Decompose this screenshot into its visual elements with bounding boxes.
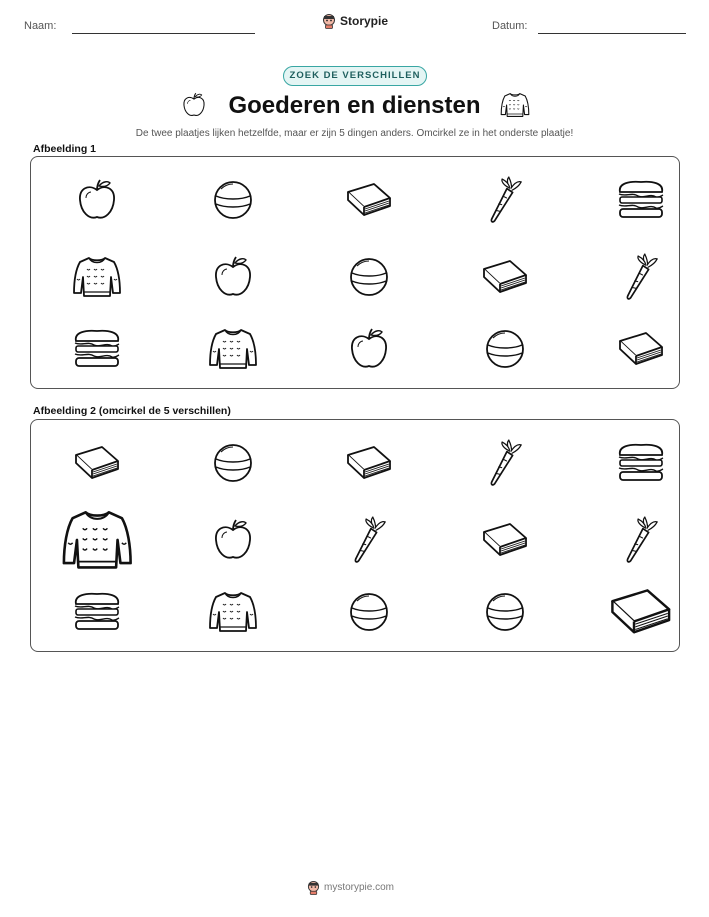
ball-icon[interactable] [213, 443, 253, 483]
book-icon [616, 329, 666, 369]
ball-icon [213, 180, 253, 220]
picture1-label: Afbeelding 1 [33, 143, 97, 155]
sandwich-icon[interactable] [72, 590, 122, 634]
apple-icon [77, 178, 117, 222]
picture2-label: Afbeelding 2 (omcirkel de 5 verschillen) [33, 405, 231, 417]
date-label: Datum: [492, 20, 528, 32]
ball-icon [485, 329, 525, 369]
sandwich-icon [616, 178, 666, 222]
date-line[interactable] [538, 33, 686, 34]
carrot-icon [486, 175, 524, 225]
carrot-icon [622, 252, 660, 302]
sweater-icon[interactable] [61, 508, 134, 572]
book-icon[interactable] [607, 585, 675, 639]
ball-icon [349, 257, 389, 297]
picture2-panel[interactable] [30, 419, 680, 652]
book-icon[interactable] [344, 443, 394, 483]
sweater-icon [500, 91, 530, 119]
sandwich-icon [72, 327, 122, 371]
sweater-icon[interactable] [208, 590, 258, 634]
apple-icon [349, 327, 389, 371]
apple-icon [213, 255, 253, 299]
picture1-panel [30, 156, 680, 389]
storypie-mascot-icon [322, 13, 336, 29]
book-icon[interactable] [480, 520, 530, 560]
carrot-icon[interactable] [486, 438, 524, 488]
footer [307, 880, 394, 895]
brand-logo [322, 13, 388, 29]
page-title: Goederen en diensten [228, 92, 481, 119]
book-icon [344, 180, 394, 220]
activity-badge: ZOEK DE VERSCHILLEN [283, 66, 427, 86]
sandwich-icon[interactable] [616, 441, 666, 485]
carrot-icon[interactable] [622, 515, 660, 565]
footer-site[interactable]: mystorypie.com [324, 882, 395, 893]
brand-name: Storypie [340, 14, 389, 28]
sweater-icon [208, 327, 258, 371]
name-line[interactable] [72, 33, 255, 34]
name-label: Naam: [24, 20, 57, 32]
ball-icon[interactable] [485, 592, 525, 632]
carrot-icon[interactable] [350, 515, 388, 565]
sweater-icon [72, 255, 122, 299]
instructions: De twee plaatjes lijken hetzelfde, maar er zijn 5 dingen anders. Omcirkel ze in het onderste plaatje! [135, 128, 574, 139]
apple-icon[interactable] [213, 518, 253, 562]
ball-icon[interactable] [349, 592, 389, 632]
book-icon [480, 257, 530, 297]
book-icon[interactable] [72, 443, 122, 483]
storypie-mascot-icon [307, 880, 320, 895]
